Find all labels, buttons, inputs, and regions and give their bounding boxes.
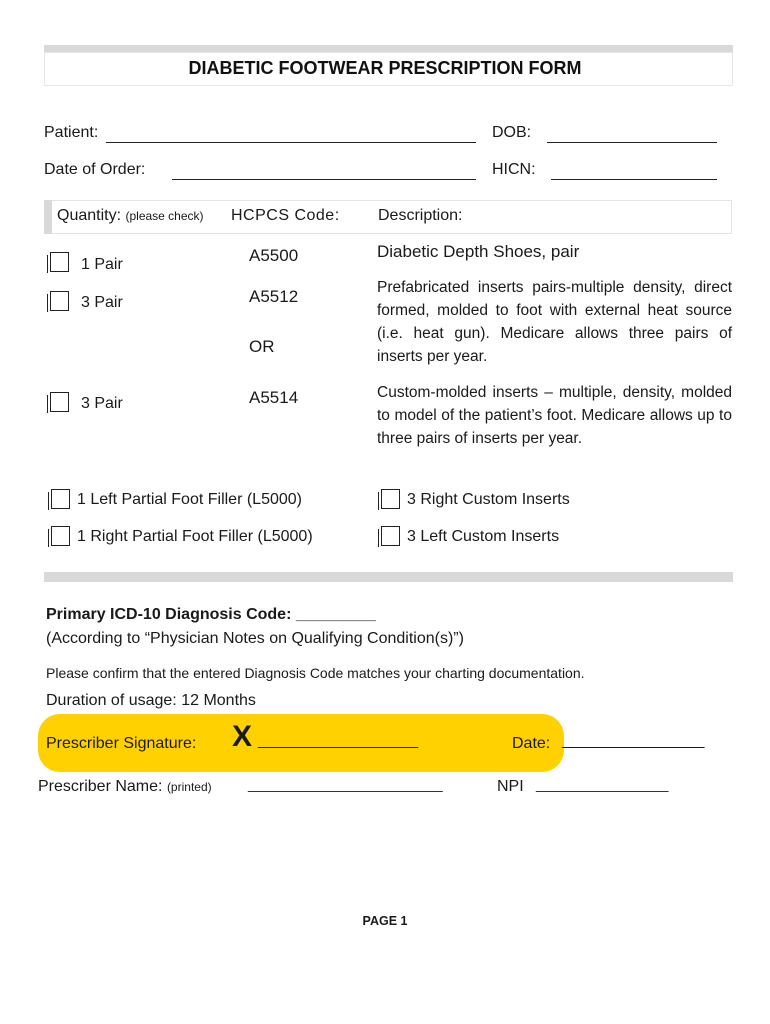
row-2-description: Prefabricated inserts pairs-multiple density, direct formed, molded to foot with external heat source (i.e. heat gun). Medicare allows three pairs of inserts per year. bbox=[377, 279, 732, 365]
row-3-description: Custom-molded inserts – multiple, density, molded to model of the patient’s foot. Medicare allows up to three pairs of inserts per year. bbox=[377, 384, 732, 447]
row-1-description: Diabetic Depth Shoes, pair bbox=[377, 242, 580, 261]
page-number: PAGE 1 bbox=[362, 914, 408, 928]
signature-date-label: Date: bbox=[512, 735, 551, 752]
quantity-header bbox=[57, 207, 204, 225]
diagnosis-label: Primary ICD-10 Diagnosis Code: bbox=[46, 606, 292, 623]
row-2-qty: 3 Pair bbox=[81, 294, 123, 311]
npi-field[interactable]: _________________ bbox=[536, 776, 669, 792]
or-label: OR bbox=[249, 337, 275, 356]
right-partial-foot-filler-checkbox[interactable] bbox=[51, 526, 70, 546]
row-2-code: A5512 bbox=[249, 287, 299, 306]
quantity-label: Quantity: bbox=[57, 207, 122, 224]
date-of-order-field[interactable] bbox=[172, 179, 476, 180]
left-custom-inserts-checkbox[interactable] bbox=[381, 526, 400, 546]
patient-label: Patient: bbox=[44, 124, 99, 141]
diagnosis-row bbox=[46, 606, 376, 624]
patient-field[interactable] bbox=[106, 142, 476, 143]
form-title: DIABETIC FOOTWEAR PRESCRIPTION FORM bbox=[188, 58, 582, 78]
diagnosis-note: (According to “Physician Notes on Qualifying Condition(s)”) bbox=[46, 630, 464, 647]
dob-label: DOB: bbox=[492, 124, 532, 141]
hicn-field[interactable] bbox=[551, 179, 717, 180]
row-3-qty: 3 Pair bbox=[81, 395, 123, 412]
right-partial-foot-filler-label: 1 Right Partial Foot Filler (L5000) bbox=[77, 528, 313, 545]
table-header-shade bbox=[44, 200, 52, 234]
hcpcs-header: HCPCS Code: bbox=[231, 207, 340, 224]
prescriber-name-field[interactable]: _________________________ bbox=[248, 776, 443, 792]
signature-date-field[interactable]: ________________ bbox=[562, 732, 705, 749]
diagnosis-code-field[interactable]: _________ bbox=[295, 606, 376, 623]
dob-field[interactable] bbox=[547, 142, 717, 143]
quantity-hint: (please check) bbox=[125, 209, 204, 223]
left-partial-foot-filler-label: 1 Left Partial Foot Filler (L5000) bbox=[77, 491, 302, 508]
row-1-qty: 1 Pair bbox=[81, 256, 123, 273]
section-divider bbox=[44, 572, 733, 582]
row-1-code: A5500 bbox=[249, 246, 299, 265]
left-partial-foot-filler-checkbox[interactable] bbox=[51, 489, 70, 509]
qty-3-pair-custom-checkbox[interactable] bbox=[50, 392, 69, 412]
diagnosis-confirm-note: Please confirm that the entered Diagnosis Code matches your charting documentation. bbox=[46, 665, 585, 681]
qty-1-pair-checkbox[interactable] bbox=[50, 252, 69, 272]
top-divider bbox=[44, 45, 733, 52]
signature-field[interactable]: __________________ bbox=[258, 732, 419, 749]
description-header: Description: bbox=[378, 207, 463, 224]
prescriber-name-hint: (printed) bbox=[166, 780, 212, 794]
npi-label: NPI bbox=[497, 778, 524, 795]
qty-3-pair-checkbox[interactable] bbox=[50, 291, 69, 311]
prescriber-name-label: Prescriber Name: bbox=[38, 778, 163, 795]
date-of-order-label: Date of Order: bbox=[44, 161, 146, 178]
prescriber-signature-label: Prescriber Signature: bbox=[46, 735, 197, 752]
signature-x-mark: X bbox=[232, 720, 253, 753]
right-custom-inserts-label: 3 Right Custom Inserts bbox=[407, 491, 570, 508]
duration-of-usage: Duration of usage: 12 Months bbox=[46, 692, 256, 709]
prescriber-name-row bbox=[38, 778, 212, 796]
row-3-code: A5514 bbox=[249, 388, 299, 407]
right-custom-inserts-checkbox[interactable] bbox=[381, 489, 400, 509]
left-custom-inserts-label: 3 Left Custom Inserts bbox=[407, 528, 560, 545]
hicn-label: HICN: bbox=[492, 161, 536, 178]
